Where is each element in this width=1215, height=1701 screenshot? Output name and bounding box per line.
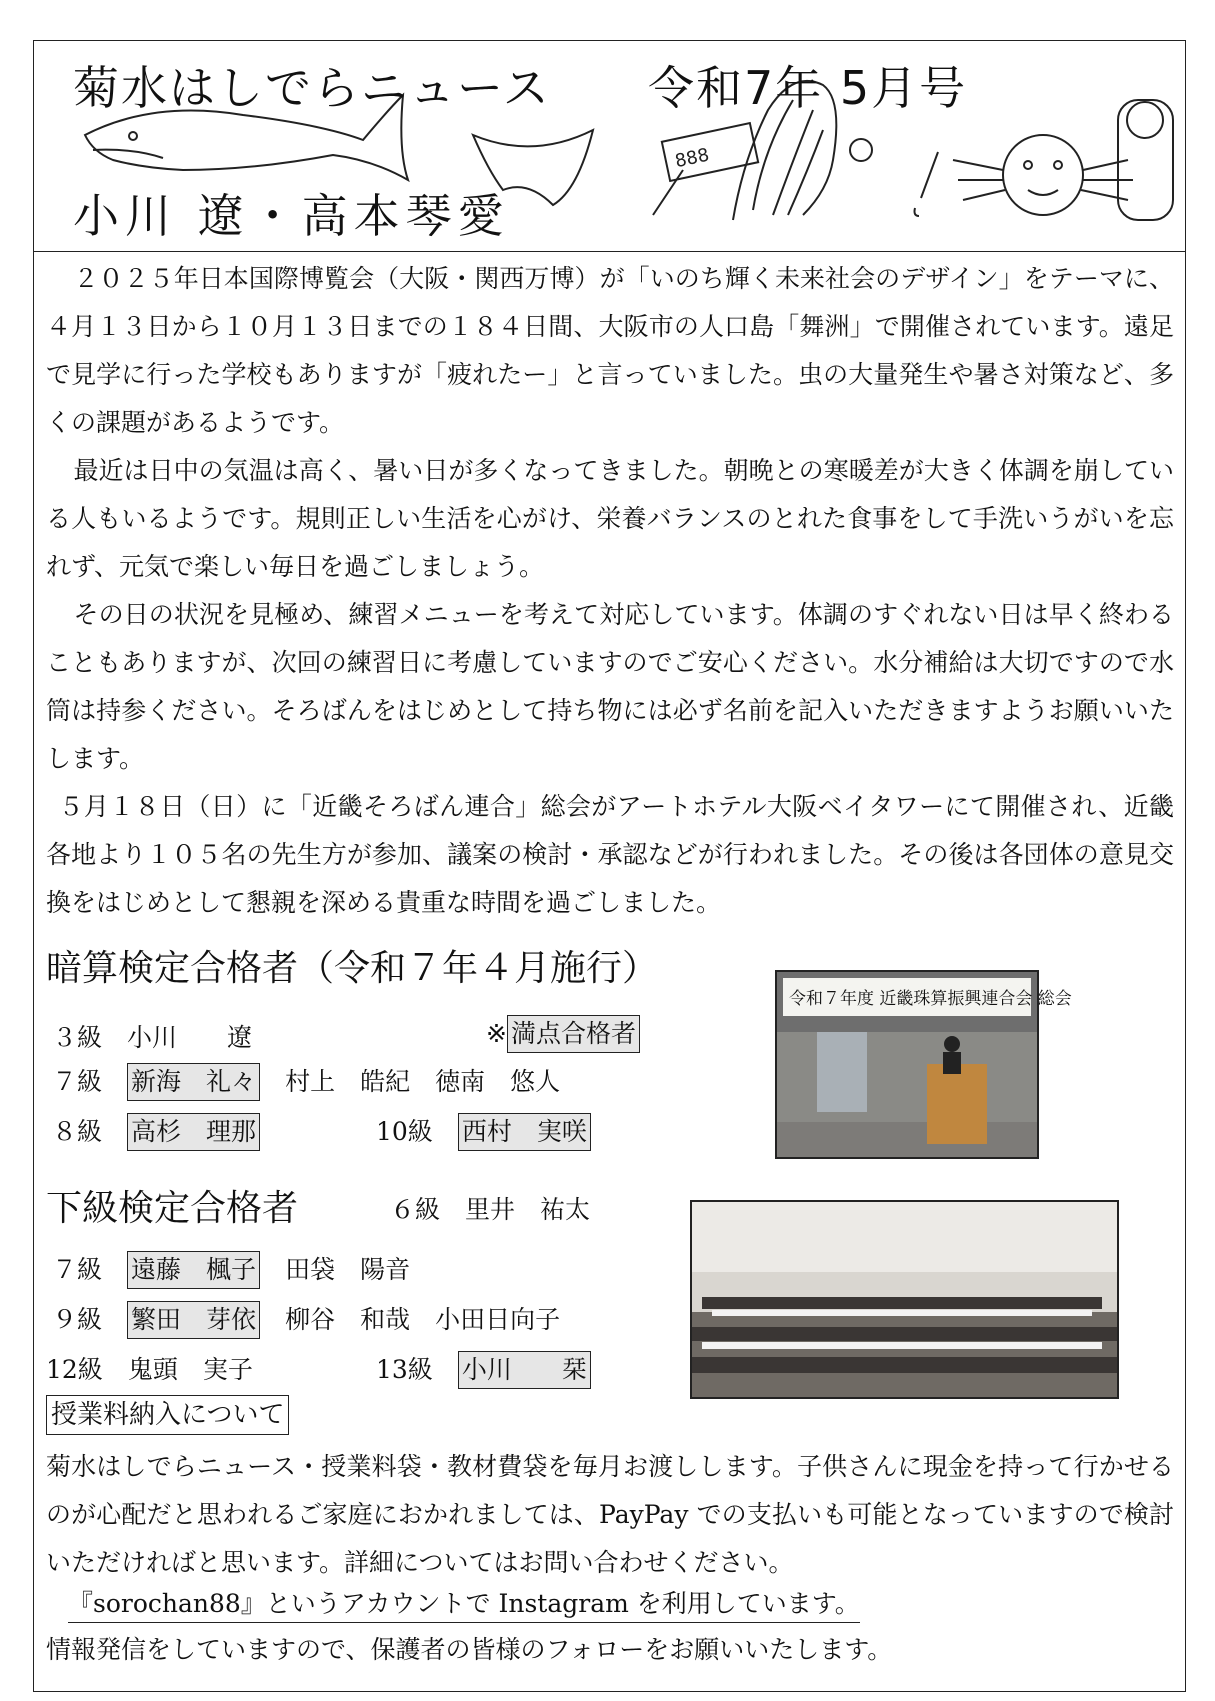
grade-label: ３級 [52,1023,103,1052]
passer-name-perfect: 繁田 芽依 [127,1301,260,1339]
result-row [52,1300,560,1339]
grade-label: ７級 [52,1255,103,1284]
exclamation-doodle [915,152,939,216]
result-row [390,1190,590,1226]
cat-face-doodle [1003,135,1083,215]
passer-name-perfect: 高杉 理那 [127,1113,260,1151]
meeting-photo-audience [690,1200,1119,1399]
closing-note: 情報発信をしていますので、保護者の皆様のフォローをお願いいたします。 [46,1635,893,1664]
meeting-photo-podium [775,970,1072,1159]
paragraph: その日の状況を見極め、練習メニューを考えて対応しています。体調のすぐれない日は早く終わることもありますが、次回の練習日に考慮していますのでご安心ください。水分補給は大切ですので水筒は持参ください。そろばんをはじめとして持ち物には必ず名前を記入いただきますようお願いいたします。 [46,600,1174,773]
issue-label: 令和7年 5月号 [648,61,968,115]
paragraph: 菊水はしでらニュース・授業料袋・教材費袋を毎月お渡しします。子供さんに現金を持って行かせるのが心配だと思われるご家庭におかれましては、PayPay での支払いも可能となっていますので検討いただければと思います。詳細についてはお問い合わせください。 [46,1452,1174,1577]
photo-podium-art [777,972,1072,1157]
passer-name: 鬼頭 実子 [127,1355,253,1384]
passer-name-perfect: 小川 栞 [458,1351,591,1389]
instagram-note: 『sorochan88』というアカウントで Instagram を利用しています。 [68,1586,860,1623]
grade-label: ８級 [52,1117,103,1146]
perfect-score-note: ※ 満点合格者 [486,1015,640,1053]
result-row [52,1112,260,1151]
passer-name-perfect: 西村 実咲 [458,1113,591,1151]
passer-name-perfect: 遠藤 楓子 [127,1251,260,1289]
perfect-score-box: 満点合格者 [507,1015,640,1053]
paragraph: 最近は日中の気温は高く、暑い日が多くなってきました。朝晩との寒暖差が大きく体調を崩している人もいるようです。規則正しい生活を心がけ、栄養バランスのとれた食事をして手洗いうがいを忘れず、元気で楽しい毎日を過ごしましょう。 [46,456,1174,581]
passer-name: 小田日向子 [435,1305,561,1334]
passer-name: 里井 祐太 [465,1195,591,1224]
newsletter-header [33,40,1186,252]
grade-label: 10級 [376,1117,433,1146]
anzan-heading: 暗算検定合格者（令和７年４月施行） [46,948,659,989]
photo-audience-art [692,1202,1117,1397]
grade-label: ９級 [52,1305,103,1334]
fee-section-label: 授業料納入について [46,1395,289,1435]
authors: 小川 遼・高本琴愛 [73,189,510,243]
fee-body [46,1443,1174,1587]
paragraph: ２０２５年日本国際博覧会（大阪・関西万博）が「いのち輝く未来社会のデザイン」をテーマに、４月１３日から１０月１３日までの１８４日間、大阪市の人口島「舞洲」で開催されています。遠足で見学に行った学校もありますが「疲れたー」と言っていました。虫の大量発生や暑さ対策など、多くの課題があるようです。 [46,264,1174,437]
sign-text: 888 [673,144,712,173]
intro-body [46,255,1174,927]
result-row [376,1112,591,1151]
result-row [52,1018,252,1054]
grade-label: ７級 [52,1067,103,1096]
grade-label: 12級 [46,1355,103,1384]
passer-name: 村上 皓紀 [285,1067,411,1096]
result-row [52,1062,560,1101]
result-row [46,1350,253,1386]
passer-name-perfect: 新海 礼々 [127,1063,260,1101]
newsletter-title: 菊水はしでらニュース [73,61,551,115]
grade-label: 13級 [376,1355,433,1384]
passer-name: 徳南 悠人 [435,1067,561,1096]
grade-label: ６級 [390,1195,441,1224]
result-row [376,1350,591,1389]
passer-name: 柳谷 和哉 [285,1305,411,1334]
photo-banner: 令和７年度 近畿珠算振興連合会 総会 [789,989,1072,1009]
result-row [52,1250,410,1289]
passer-name: 田袋 陽音 [285,1255,411,1284]
paragraph: ５月１８日（日）に「近畿そろばん連合」総会がアートホテル大阪ベイタワーにて開催され、近畿各地より１０５名の先生方が参加、議案の検討・承認などが行われました。その後は各団体の意見交換をはじめとして懇親を深める貴重な時間を過ごしました。 [46,792,1174,917]
passer-name: 小川 遼 [127,1023,253,1052]
kakyu-heading: 下級検定合格者 [46,1188,299,1229]
